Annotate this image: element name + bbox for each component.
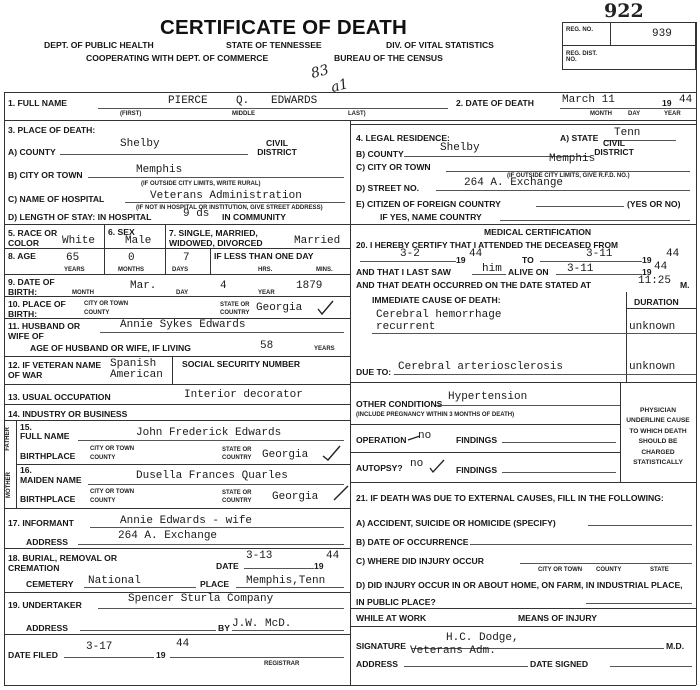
birthplace-label: 10. PLACE OF BIRTH: [8,299,66,319]
hospital-value: Veterans Administration [150,190,302,202]
undertaker-label: 19. UNDERTAKER [8,600,82,610]
due-to-value: Cerebral arteriosclerosis [398,361,564,373]
pod-city-note: (IF OUTSIDE CITY LIMITS, WRITE RURAL) [141,181,261,187]
years-label: YEARS [64,267,85,273]
birthplace-city: CITY OR TOWN [84,301,129,307]
informant-label: 17. INFORMANT [8,518,74,528]
birth-day-label: DAY [176,290,189,296]
father-county-label: COUNTY [90,455,116,461]
date-of-death-value: March 11 [562,94,615,106]
check-mark-autopsy [430,460,444,472]
full-name-label: 1. FULL NAME [8,98,68,108]
occupation-value: Interior decorator [184,389,303,401]
father-birthplace: Georgia [262,449,309,461]
birthplace-value: Georgia [256,302,303,314]
while-at-work-label: WHILE AT WORK [356,613,427,623]
handwritten-note-1: 83 [309,61,331,83]
residence-label: 4. LEGAL RESIDENCE: [356,133,450,143]
pod-civil-district: CIVIL DISTRICT [257,138,297,157]
autopsy-label: AUTOPSY? [356,463,403,473]
place-value: Memphis,Tenn [246,575,326,587]
mother-side-label: MOTHER [6,472,12,498]
am-pm-label: M. [680,280,690,290]
res-city-note: (IF OUTSIDE CITY LIMITS, GIVE R.F.D. NO.) [507,173,630,179]
age-days: 7 [183,252,190,264]
filed-label: DATE FILED [8,650,58,660]
due-to-label: DUE TO: [356,367,392,377]
operation-label: OPERATION [356,435,407,445]
sex-value: Male [125,235,152,247]
res-county-label: B) COUNTY [356,149,404,159]
filed-year-prefix: 19 [156,650,166,660]
pod-city-label: B) CITY OR TOWN [8,170,83,180]
war-value: Spanish American [110,358,163,381]
birth-year-label: YEAR [258,290,275,296]
dod-year-prefix: 19 [662,98,672,108]
res-county-value: Shelby [440,142,480,154]
community-label: IN COMMUNITY [222,212,286,222]
external-label: 21. IF DEATH WAS DUE TO EXTERNAL CAUSES, FILL IN THE FOLLOWING: [356,493,664,503]
month-label: MONTH [590,111,612,117]
cemetery-value: National [88,575,141,587]
day-label: DAY [628,111,641,117]
res-city-value: Memphis [549,153,596,165]
veteran-label: 12. IF VETERAN NAME OF WAR [8,360,102,380]
duration-1: unknown [629,321,676,333]
alive-year: 44 [654,261,668,273]
res-state-value: Tenn [614,127,641,139]
last-saw-label: AND THAT I LAST SAW [356,267,451,277]
spouse-age: 58 [260,340,274,352]
from-date: 3-2 [400,248,420,260]
informant-address-label: ADDRESS [26,537,69,547]
check-mark-father [323,446,340,460]
stay-label: D) LENGTH OF STAY: IN HOSPITAL [8,212,152,222]
alive-on-label: ALIVE ON [508,267,549,277]
other-note: (INCLUDE PREGNANCY WITHIN 3 MONTHS OF DEATH) [356,412,515,418]
hrs-label: HRS. [258,267,273,273]
duration-label: DURATION [634,297,679,307]
autopsy-value: no [410,458,424,470]
reg-dist-label: REG. DIST. NO. [566,51,598,63]
burial-date-label: DATE [216,561,239,571]
where-state-label: STATE [650,567,669,573]
father-name: John Frederick Edwards [136,427,282,439]
reg-no-label: REG. NO. [566,27,594,33]
where-county-label: COUNTY [596,567,622,573]
mother-name: Dusella Frances Quarles [136,470,288,482]
date-of-death-label: 2. DATE OF DEATH [456,98,534,108]
mother-num: 16. [20,465,32,475]
dept-label: DEPT. OF PUBLIC HEALTH [44,40,154,50]
occurrence-label: B) DATE OF OCCURRENCE [356,537,469,547]
birth-month: Mar. [130,280,157,292]
street-value: 264 A. Exchange [464,177,564,189]
certify-label: 20. I HEREBY CERTIFY THAT I ATTENDED THE DECEASED FROM [356,240,618,250]
citizen-label: E) CITIZEN OF FOREIGN COUNTRY [356,199,501,209]
race-value: White [62,235,96,247]
hospital-label: C) NAME OF HOSPITAL [8,194,105,204]
filed-date: 3-17 [86,641,113,653]
by-value: J.W. McD. [232,618,292,630]
place-of-death-label: 3. PLACE OF DEATH: [8,125,96,135]
occupation-label: 13. USUAL OCCUPATION [8,392,111,402]
spouse-years-label: YEARS [314,346,335,352]
months-label: MONTHS [118,267,144,273]
check-mark-operation [408,436,420,440]
document-title: CERTIFICATE OF DEATH [160,16,407,39]
if-yes-label: IF YES, NAME COUNTRY [380,212,482,222]
signature-label: SIGNATURE [356,641,406,651]
race-label: 5. RACE OR COLOR [8,228,58,248]
father-num: 15. [20,422,32,432]
father-state-label: STATE OR COUNTRY [222,447,252,461]
to-year-prefix: 19 [642,255,652,265]
birthplace-county: COUNTY [84,310,110,316]
age-months: 0 [128,252,135,264]
birthplace-state: STATE OR COUNTRY [220,302,250,316]
medical-heading: MEDICAL CERTIFICATION [484,227,592,237]
check-mark-birthplace [318,301,333,314]
cooperating-label: COOPERATING WITH DEPT. OF COMMERCE [86,53,269,63]
father-name-label: FULL NAME [20,431,70,441]
undertaker-value: Spencer Sturla Company [128,593,274,605]
home-farm-label: D) DID INJURY OCCUR IN OR ABOUT HOME, ON FARM, IN INDUSTRIAL PLACE, IN PUBLIC PLACE? [356,580,683,607]
sex-label: 6. SEX [108,227,135,237]
registrar-label: REGISTRAR [264,661,300,667]
reg-no-value: 939 [652,28,672,40]
immediate-cause-2: recurrent [376,321,436,333]
res-city-label: C) CITY OR TOWN [356,162,431,172]
bureau-label: BUREAU OF THE CENSUS [334,53,443,63]
other-conditions-value: Hypertension [448,391,528,403]
mother-birthplace: Georgia [272,491,319,503]
duration-2: unknown [629,361,676,373]
operation-value: no [418,430,432,442]
spouse-age-label: AGE OF HUSBAND OR WIFE, IF LIVING [30,343,191,353]
mother-county-label: COUNTY [90,498,116,504]
to-date: 3-11 [586,248,613,260]
mother-name-label: MAIDEN NAME [20,475,82,485]
date-signed-label: DATE SIGNED [530,659,589,669]
mother-city-label: CITY OR TOWN [90,489,135,495]
burial-label: 18. BURIAL, REMOVAL OR CREMATION [8,553,118,573]
stamp-number: 922 [604,0,644,22]
last-label: LAST) [348,111,366,117]
place-label: PLACE [200,579,230,589]
res-state-label: A) STATE [560,133,599,143]
ssn-label: SOCIAL SECURITY NUMBER [182,359,301,369]
md-label: M.D. [666,641,685,651]
spouse-label: 11. HUSBAND OR WIFE OF [8,321,81,341]
pod-city-value: Memphis [136,164,183,176]
spouse-value: Annie Sykes Edwards [120,319,246,331]
where-city-label: CITY OR TOWN [538,567,583,573]
dod-year: 44 [679,94,693,106]
birth-year: 1879 [296,280,323,292]
age-label: 8. AGE [8,251,36,261]
stay-value: 9 ds [183,208,210,220]
division-label: DIV. OF VITAL STATISTICS [386,40,494,50]
middle-label: MIDDLE [232,111,255,117]
immediate-cause-1: Cerebral hemorrhage [376,309,502,321]
days-label: DAYS [172,267,189,273]
birth-month-label: MONTH [72,290,94,296]
first-label: (FIRST) [120,111,142,117]
findings-label: FINDINGS [456,435,498,445]
physician-note: PHYSICIAN UNDERLINE CAUSE TO WHICH DEATH SHOULD BE CHARGED STATISTICALLY [626,407,690,467]
mins-label: MINS. [316,267,333,273]
informant-name: Annie Edwards - wife [120,515,253,527]
undertaker-address-label: ADDRESS [26,623,69,633]
street-label: D) STREET NO. [356,183,420,193]
marital-label: 7. SINGLE, MARRIED, WIDOWED, DIVORCED [169,228,263,248]
signature-value: H.C. Dodge, [446,632,519,644]
industry-label: 14. INDUSTRY OR BUSINESS [8,409,128,419]
burial-year: 44 [326,550,340,562]
marital-value: Married [294,235,341,247]
age-years: 65 [66,252,80,264]
yes-no-label: (YES OR NO) [627,199,681,209]
first-name: PIERCE [168,95,208,107]
pod-county-value: Shelby [120,138,160,150]
res-civil-district: CIVIL DISTRICT [594,138,634,157]
birth-label: 9. DATE OF BIRTH: [8,277,55,297]
informant-address: 264 A. Exchange [118,530,218,542]
by-label: BY [218,623,230,633]
other-conditions-label: OTHER CONDITIONS [356,399,443,409]
year-label: YEAR [664,111,681,117]
med-address-label: ADDRESS [356,659,399,669]
address-value: Veterans Adm. [410,645,496,657]
pod-county-label: A) COUNTY [8,147,56,157]
immediate-cause-label: IMMEDIATE CAUSE OF DEATH: [372,295,501,305]
burial-date: 3-13 [246,550,273,562]
check-mark-mother [334,486,348,500]
father-side-label: FATHER [4,427,11,451]
filed-year: 44 [176,638,190,650]
from-year: 44 [469,248,483,260]
cemetery-label: CEMETERY [26,579,74,589]
mother-birthplace-label: BIRTHPLACE [20,494,76,504]
accident-label: A) ACCIDENT, SUICIDE OR HOMICIDE (SPECIFY) [356,518,556,528]
hospital-note: (IF NOT IN HOSPITAL OR INSTITUTION, GIVE STREET ADDRESS) [136,205,323,211]
means-label: MEANS OF INJURY [518,613,597,623]
middle-name: Q. [236,95,250,107]
handwritten-note-2: a1 [329,76,351,96]
burial-year-prefix: 19 [314,561,324,571]
where-label: C) WHERE DID INJURY OCCUR [356,556,484,566]
from-year-prefix: 19 [456,255,466,265]
alive-year-prefix: 19 [642,267,652,277]
last-name: EDWARDS [271,95,318,107]
birth-day: 4 [220,280,227,292]
mother-state-label: STATE OR COUNTRY [222,490,252,504]
last-saw-value: him [482,263,502,275]
alive-date: 3-11 [567,263,594,275]
to-year: 44 [666,248,680,260]
death-occurred-label: AND THAT DEATH OCCURRED ON THE DATE STATED AT [356,280,592,290]
father-birthplace-label: BIRTHPLACE [20,451,76,461]
to-label: TO [522,255,534,265]
state-label: STATE OF TENNESSEE [226,40,322,50]
findings2-label: FINDINGS [456,465,498,475]
father-city-label: CITY OR TOWN [90,446,135,452]
time-value: 11:25 [638,275,672,287]
less-than-day: IF LESS THAN ONE DAY [214,251,314,261]
